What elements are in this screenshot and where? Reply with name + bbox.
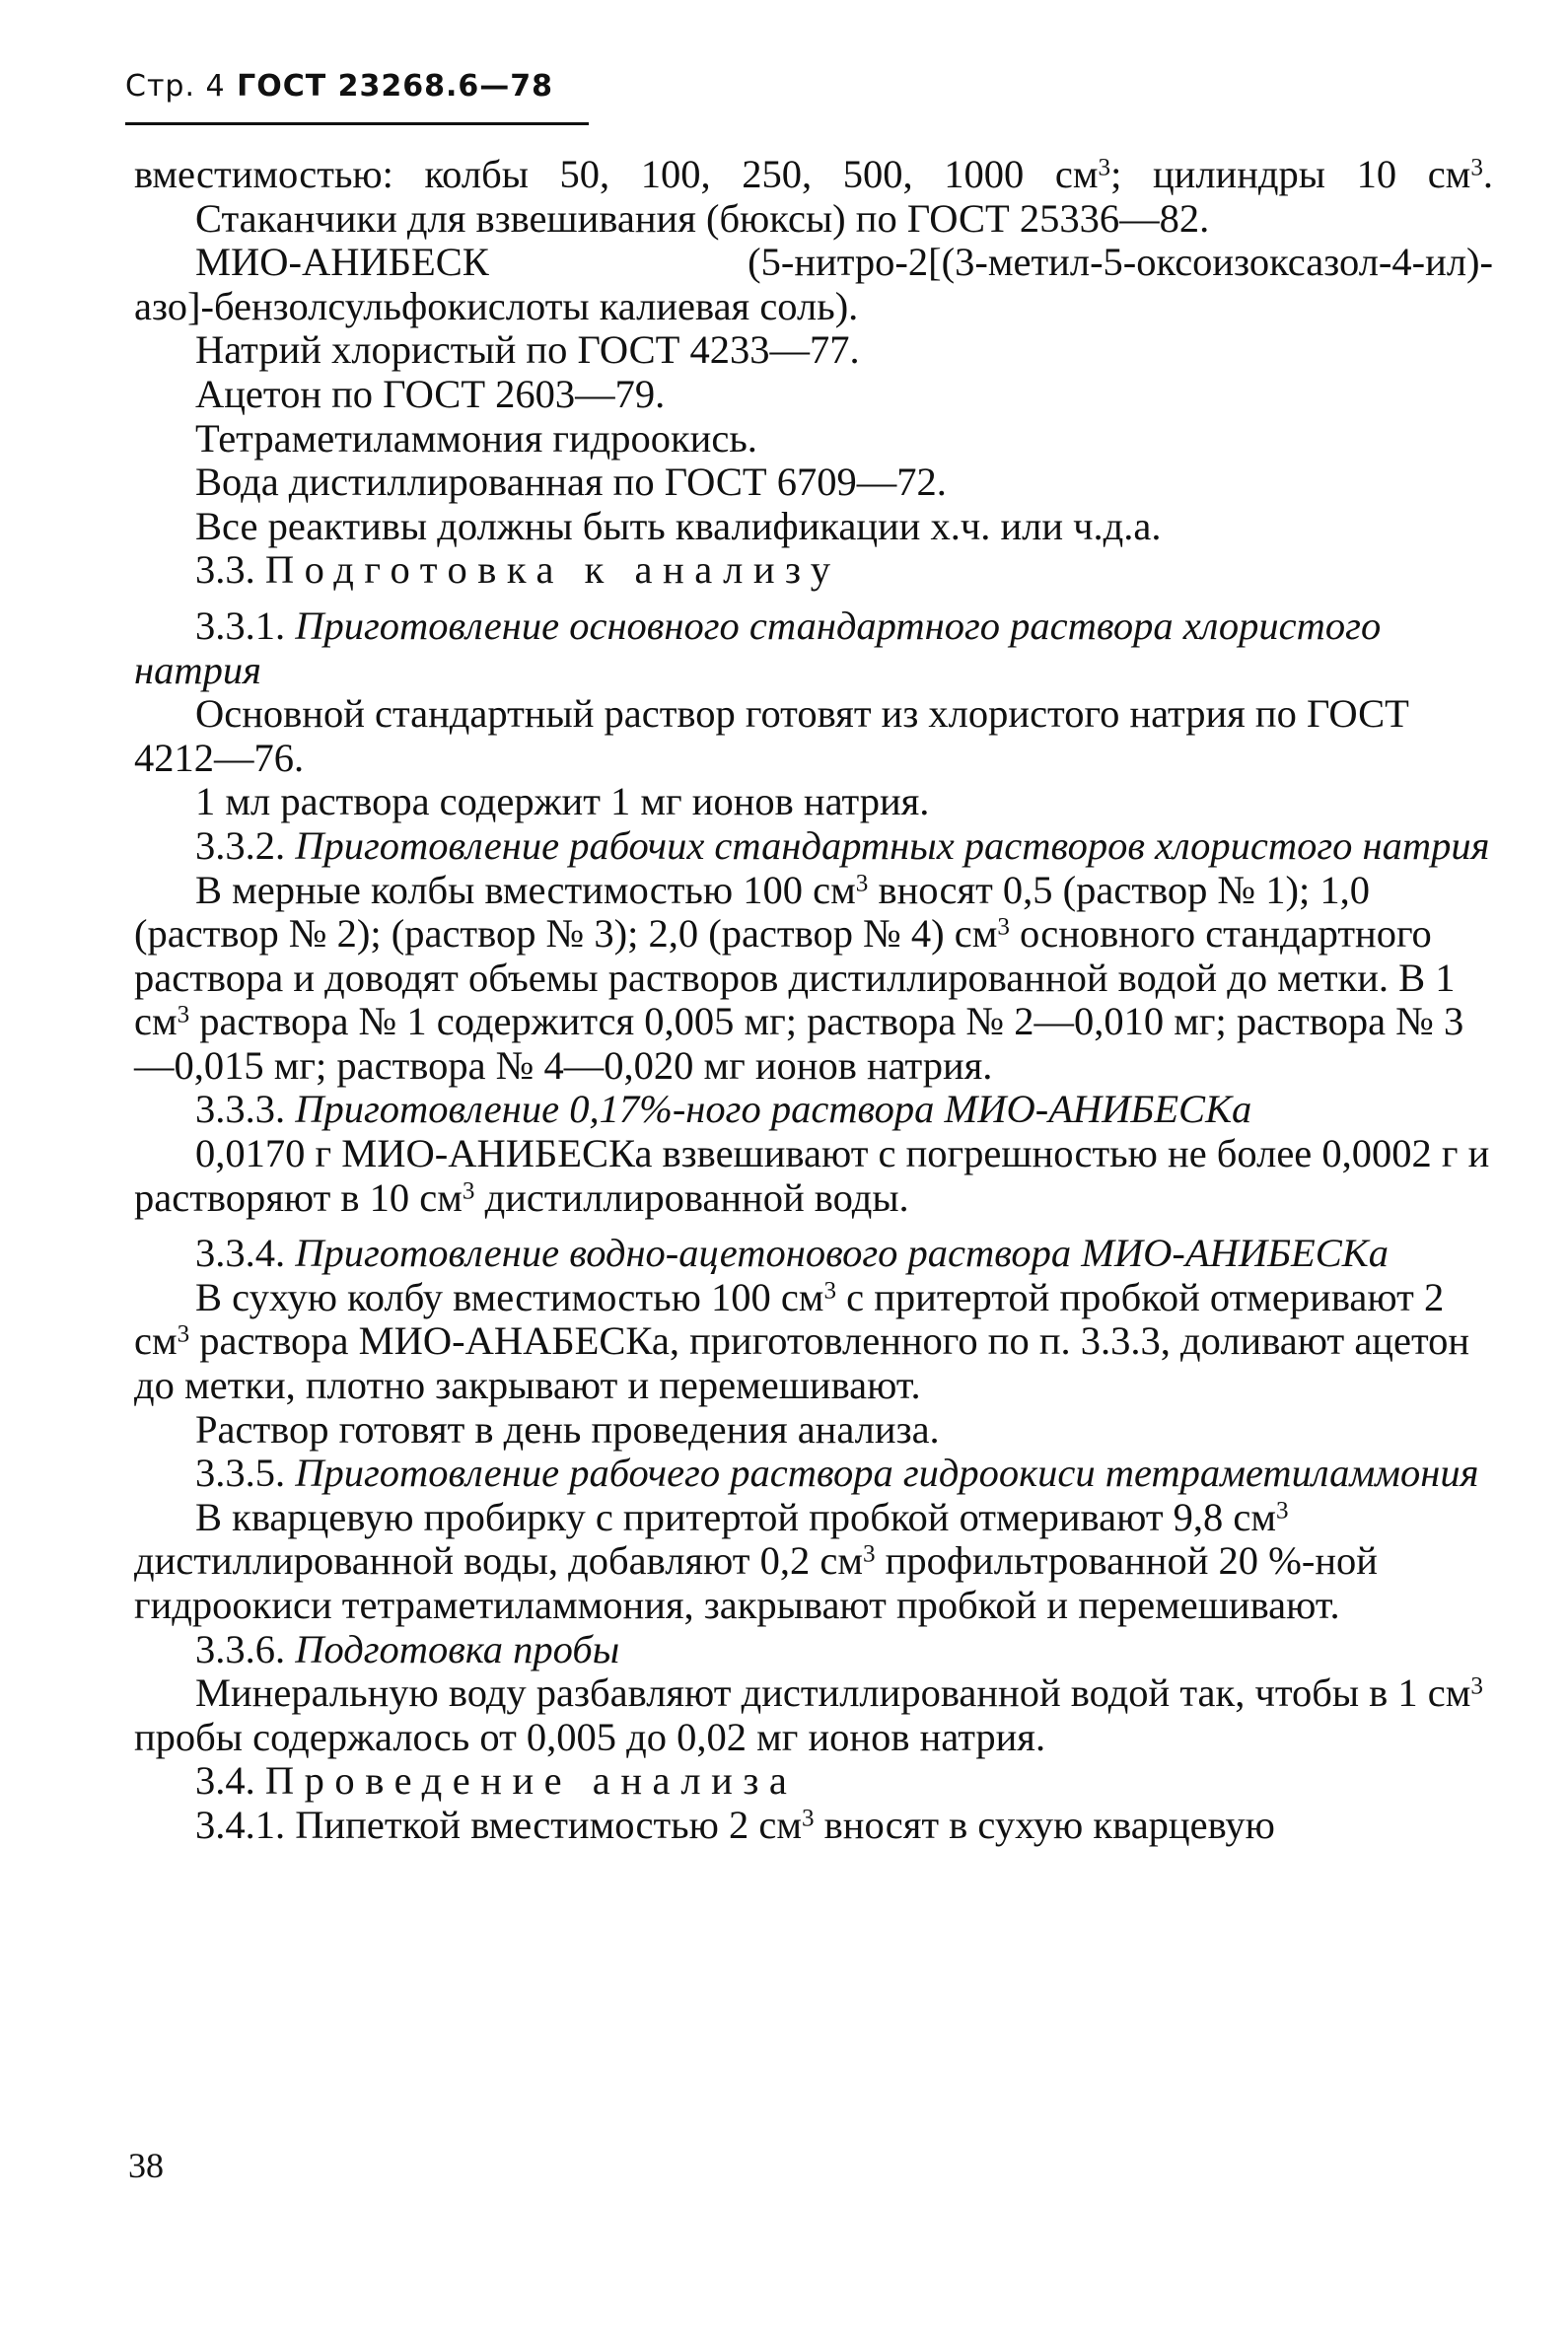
body-line: азо]-бензолсульфокислоты калиевая соль). [134, 283, 859, 328]
subsection-number: 3.3.4. [195, 1231, 286, 1276]
paragraph: В кварцевую пробирку с притертой пробкой отмеривают 9,8 $см^3$ дистиллированной воды, добавляют 0,2 $см^3$ профильтрованной 20 %-ной гидроокиси тетраметиламмония, закрывают пробкой и перемешивают. [134, 1494, 1378, 1627]
body-line: вместимостью: колбы 50, 100, 250, 500, 1000 $см^3$; цилиндры 10 $см^3$. [134, 152, 1493, 196]
page-label: Стр. 4 [125, 69, 226, 104]
body-line: МИО-АНИБЕСК (5-нитро-2[(3-метил-5-оксоизоксазол-4-ил)- [195, 240, 1493, 285]
body-line: Натрий хлористый по ГОСТ 4233—77. [195, 327, 860, 373]
section-number: 3.4. [195, 1758, 255, 1804]
subsection-title: Приготовление водно-ацетонового раствора МИО-АНИБЕСКа [295, 1231, 1389, 1276]
subsection-heading [134, 604, 1493, 692]
subsection-heading [134, 824, 1493, 869]
paragraph: 1 мл раствора содержит 1 мг ионов натрия. [195, 779, 930, 824]
subsection-title: Приготовление рабочих стандартных растворов хлористого натрия [295, 822, 1490, 868]
section-title: Подготовка к анализу [264, 547, 841, 593]
subsection-heading [134, 1232, 1493, 1276]
paragraph: В сухую колбу вместимостью 100 $см^3$ с притертой пробкой отмеривают 2 $см^3$ раствора МИО-АНАБЕСКа, приготовленного по п. 3.3.3, доливают ацетон до метки, плотно закрывают и перемешивают. [134, 1274, 1470, 1408]
section-title: Проведение анализа [264, 1758, 798, 1804]
paragraph: Основной стандартный раствор готовят из хлористого натрия по ГОСТ 4212—76. [134, 691, 1409, 780]
subsection-title: Приготовление 0,17%-ного раствора МИО-АНИБЕСКа [295, 1087, 1252, 1132]
paragraph: 0,0170 г МИО-АНИБЕСКа взвешивают с погрешностью не более 0,0002 г и растворяют в 10 $см^3$ дистиллированной воды. [134, 1131, 1490, 1220]
doc-code: ГОСТ 23268.6—78 [237, 69, 554, 104]
page-number: 38 [128, 2146, 164, 2185]
paragraph: В мерные колбы вместимостью 100 $см^3$ вносят 0,5 (раствор № 1); 1,0 (раствор № 2); (раствор № 3); 2,0 (раствор № 4) $см^3$ основного стандартного раствора и доводят объемы растворов дистиллированной водой до метки. В 1 $см^3$ раствора № 1 содержится 0,005 мг; раствора № 2—0,010 мг; раствора № 3—0,015 мг; раствора № 4—0,020 мг ионов натрия. [134, 867, 1464, 1088]
body-line: Стаканчики для взвешивания (бюксы) по ГОСТ 25336—82. [195, 195, 1210, 241]
paragraph: Раствор готовят в день проведения анализа. [195, 1406, 940, 1452]
subsection-title: Подготовка пробы [295, 1626, 620, 1671]
body-line: Ацетон по ГОСТ 2603—79. [195, 371, 666, 416]
body-text [134, 153, 1493, 1848]
subsection-title: Приготовление рабочего раствора гидроокиси тетраметиламмония [295, 1451, 1479, 1496]
subsection-title: Приготовление основного стандартного раствора хлористого натрия [134, 603, 1382, 692]
header-rule [125, 122, 589, 125]
section-heading [134, 548, 1493, 593]
subsection-heading [134, 1088, 1493, 1132]
paragraph: Минеральную воду разбавляют дистиллированной водой так, чтобы в 1 $см^3$ пробы содержалось от 0,005 до 0,02 мг ионов натрия. [134, 1670, 1483, 1759]
subsection-number: 3.3.6. [195, 1626, 286, 1671]
subsection-number: 3.3.2. [195, 822, 286, 868]
body-line: Вода дистиллированная по ГОСТ 6709—72. [195, 460, 947, 505]
page-header [125, 69, 553, 104]
subsection-number: 3.3.1. [195, 603, 286, 648]
section-heading [134, 1759, 1493, 1804]
subsection-number: 3.3.5. [195, 1451, 286, 1496]
subsection-number: 3.3.3. [195, 1087, 286, 1132]
paragraph: 3.4.1. Пипеткой вместимостью 2 $см^3$ вносят в сухую кварцевую [195, 1802, 1275, 1847]
subsection-heading [134, 1452, 1493, 1496]
body-line: Все реактивы должны быть квалификации х.ч. или ч.д.а. [195, 503, 1162, 548]
subsection-heading [134, 1628, 1493, 1672]
body-line: Тетраметиламмония гидроокись. [195, 415, 757, 461]
section-number: 3.3. [195, 547, 255, 593]
